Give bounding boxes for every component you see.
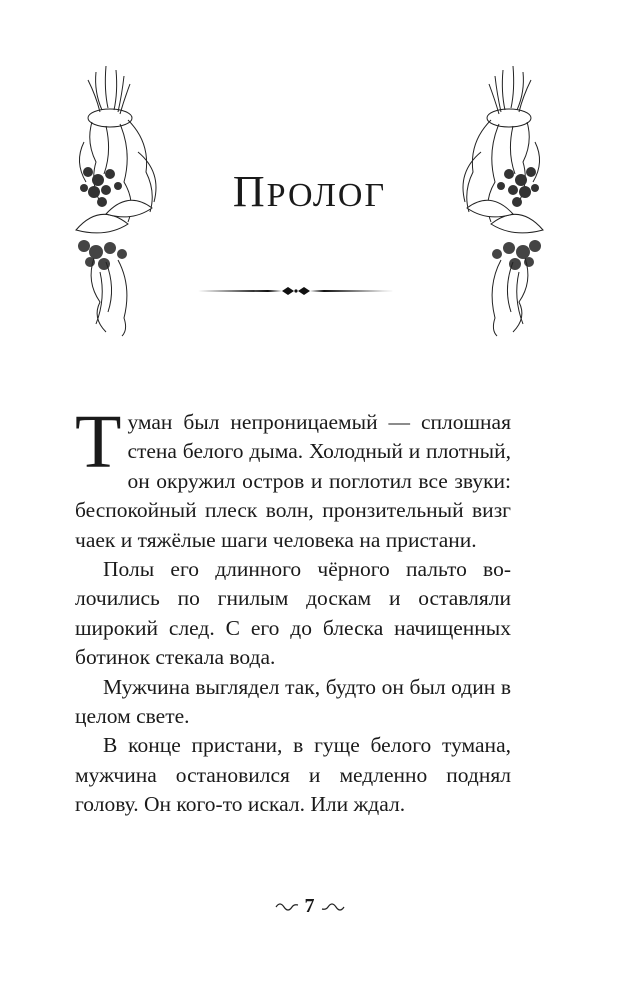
- chapter-text: [75, 400, 511, 820]
- swirl-left-icon: [274, 901, 300, 913]
- paragraph-2: Полы его длинного чёрного пальто волочились по гнилым доскам и оставляли широкий след. С его до блеска начищенных ботинок стекала вода.: [75, 557, 511, 670]
- chapter-title-rest: РОЛОГ: [266, 177, 387, 214]
- page-number: [0, 895, 619, 918]
- chapter-title: [0, 166, 619, 217]
- paragraph-4: В конце пристани, в гуще белого тумана, мужчина остановился и медленно поднял голову. Он кого-то искал. Или ждал.: [75, 733, 511, 817]
- paragraph-3: Мужчина выглядел так, будто он был один в целом свете.: [75, 674, 511, 729]
- paragraph-1: Туман был непроницаемый — сплошная стена белого дыма. Холодный и плотный, он окружил остров и поглотил все звуки: беспокойный плеск волн, пронзительный визг чаек и тяжёлые шаги человека на пристани.: [75, 400, 511, 552]
- ornamental-divider: [198, 283, 394, 299]
- swirl-right-icon: [320, 901, 346, 913]
- page-number-value: 7: [304, 895, 315, 917]
- drop-cap: Т: [75, 400, 122, 484]
- chapter-title-initial: П: [232, 167, 267, 216]
